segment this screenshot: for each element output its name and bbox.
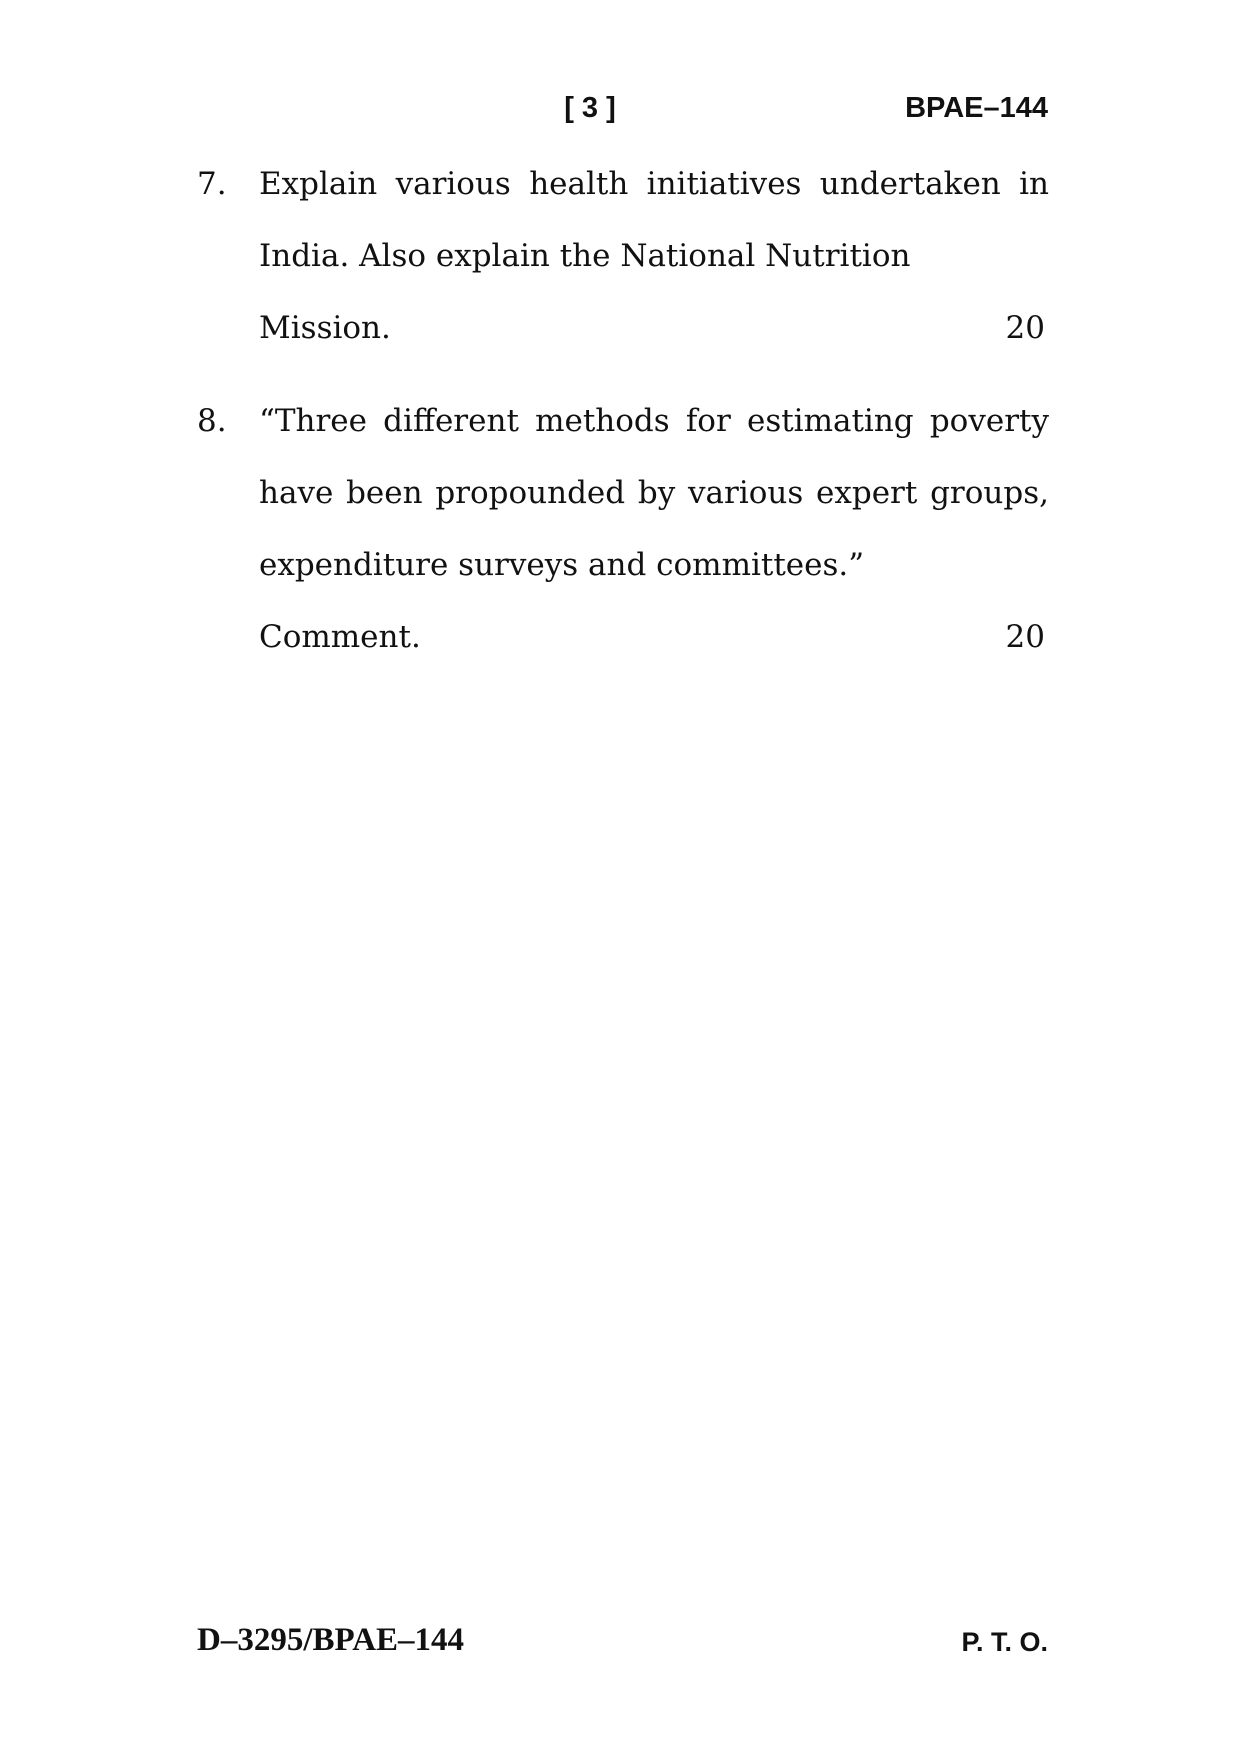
question-text: “Three different methods for estimating poverty have been propounded by various expert groups, expenditure surveys and committees.” [259,403,1049,583]
question-number: 8. [197,403,227,439]
question-text-end: Mission. [259,310,391,346]
question-last-line [259,601,1049,673]
question-marks: 20 [1005,310,1045,346]
question-8 [197,385,1049,673]
footer-code: D–3295/BPAE–144 [197,1622,465,1658]
question-marks: 20 [1005,619,1045,655]
page-number: [ 3 ] [564,92,616,124]
question-text: Explain various health initiatives undertaken in India. Also explain the National Nutrition [259,166,1049,274]
question-7 [197,148,1049,364]
footer-pto: P. T. O. [961,1627,1048,1657]
question-last-line [259,292,1049,364]
question-number: 7. [197,166,227,202]
question-text-end: Comment. [259,619,421,655]
paper-code: BPAE–144 [905,92,1048,124]
